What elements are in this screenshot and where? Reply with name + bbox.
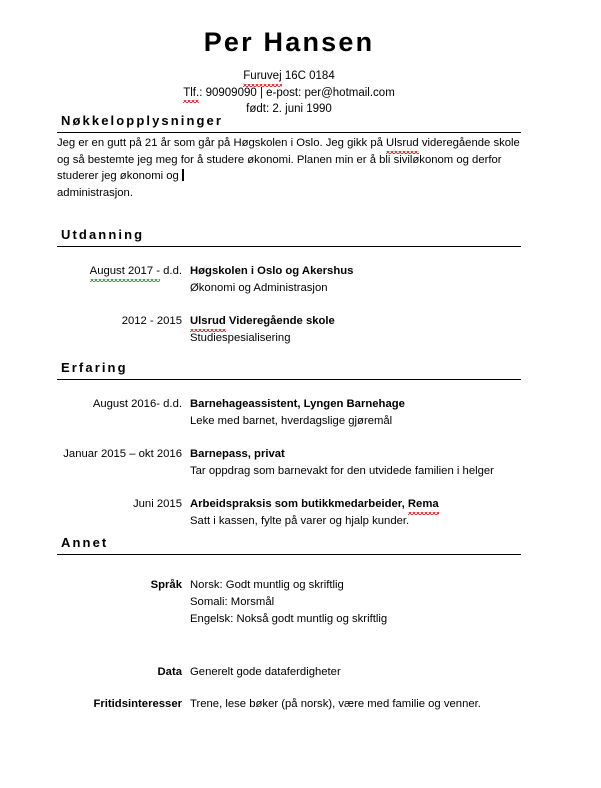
entry-body bbox=[190, 496, 521, 530]
entry-subtitle: Satt i kassen, fylte på varer og hjalp kunder. bbox=[190, 514, 410, 527]
language-line: Somali: Morsmål bbox=[190, 596, 275, 609]
entry-title: Barnepass, privat bbox=[190, 448, 285, 461]
section-heading-utdanning: Utdanning bbox=[61, 227, 145, 242]
entry-title bbox=[190, 313, 521, 330]
intro-text-part3: administrasjon. bbox=[57, 186, 133, 199]
entry-body bbox=[190, 396, 521, 430]
contact-phone-email bbox=[57, 85, 521, 102]
data-skills-line: Generelt gode dataferdigheter bbox=[190, 666, 341, 679]
list-item bbox=[57, 313, 521, 347]
section-nokkelopplysninger bbox=[57, 113, 521, 201]
list-item bbox=[57, 446, 521, 480]
utdanning-entries bbox=[57, 263, 521, 347]
entry-label-data: Data bbox=[157, 666, 182, 679]
section-annet bbox=[57, 535, 521, 713]
list-item bbox=[57, 396, 521, 430]
list-item bbox=[57, 496, 521, 530]
entry-subtitle: Tar oppdrag som barnevakt for den utvidede familien i helger bbox=[190, 465, 494, 478]
entry-body bbox=[190, 313, 521, 347]
contact-phone-rest: : 90909090 | e-post: per@hotmail.com bbox=[199, 86, 395, 99]
spellcheck-ulsrud-utdanning: Ulsrud bbox=[190, 313, 226, 330]
list-item bbox=[57, 664, 521, 681]
section-erfaring bbox=[57, 360, 521, 530]
contact-address bbox=[57, 68, 521, 85]
entry-label-sprak: Språk bbox=[150, 579, 182, 592]
entry-subtitle: Studiespesialisering bbox=[190, 332, 291, 345]
entry-body bbox=[190, 263, 521, 297]
entry-title: Barnehageassistent, Lyngen Barnehage bbox=[190, 398, 405, 411]
section-utdanning bbox=[57, 227, 521, 347]
entry-title-rest: Videregående skole bbox=[225, 315, 335, 328]
entry-title-part1: Arbeidspraksis som butikkmedarbeider, bbox=[190, 498, 408, 510]
entry-subtitle: Økonomi og Administrasjon bbox=[190, 282, 328, 295]
intro-text-part2: videregående skole og så bestemte jeg meg for å studere økonomi. Planen min er å bli siviløkonom og derfor studerer jeg økonomi og bbox=[57, 137, 520, 183]
intro-paragraph[interactable] bbox=[57, 135, 521, 201]
list-item bbox=[57, 696, 521, 713]
entry-subtitle: Leke med barnet, hverdagslige gjøremål bbox=[190, 415, 393, 428]
language-line: Engelsk: Nokså godt muntlig og skriftlig bbox=[190, 613, 388, 626]
entry-date-rest: d.d. bbox=[160, 265, 182, 278]
section-heading-annet: Annet bbox=[61, 535, 109, 550]
section-rule bbox=[57, 554, 521, 555]
contact-address-rest: 16C 0184 bbox=[281, 70, 335, 83]
annet-entries bbox=[57, 577, 521, 713]
text-cursor bbox=[182, 169, 184, 181]
entry-title: Høgskolen i Oslo og Akershus bbox=[190, 265, 354, 278]
spellcheck-rema: Rema bbox=[408, 496, 439, 513]
entry-body bbox=[190, 577, 521, 628]
language-line: Norsk: Godt muntlig og skriftlig bbox=[190, 579, 344, 592]
page-title: Per Hansen bbox=[203, 27, 375, 57]
section-rule bbox=[57, 246, 521, 247]
contact-block bbox=[57, 68, 521, 118]
erfaring-entries bbox=[57, 396, 521, 530]
list-item bbox=[57, 263, 521, 297]
entry-date bbox=[57, 263, 190, 280]
list-item bbox=[57, 577, 521, 628]
entry-date: Januar 2015 – okt 2016 bbox=[63, 448, 182, 461]
spellcheck-phone-label: Tlf. bbox=[183, 85, 199, 102]
contact-birthdate: født: 2. juni 1990 bbox=[246, 103, 332, 116]
section-heading-erfaring: Erfaring bbox=[61, 360, 128, 375]
interests-line: Trene, lese bøker (på norsk), være med familie og venner. bbox=[190, 698, 481, 710]
section-rule bbox=[57, 379, 521, 380]
entry-body bbox=[190, 664, 521, 681]
entry-date: August 2016- d.d. bbox=[92, 398, 182, 411]
document-content bbox=[57, 0, 521, 710]
spellcheck-ulsrud-intro: Ulsrud bbox=[386, 135, 419, 151]
entry-body bbox=[190, 446, 521, 480]
spellcheck-address: Furuvej bbox=[243, 68, 281, 85]
entry-body bbox=[190, 696, 521, 713]
section-rule bbox=[57, 132, 521, 133]
entry-label-fritidsinteresser: Fritidsinteresser bbox=[93, 698, 182, 710]
intro-text-part1: Jeg er en gutt på 21 år som går på Høgskolen i Oslo. Jeg gikk på bbox=[57, 137, 387, 150]
grammarcheck-august-2017: August 2017 - bbox=[90, 263, 160, 280]
entry-date: Juni 2015 bbox=[133, 498, 182, 510]
entry-title bbox=[190, 496, 521, 513]
entry-date: 2012 - 2015 bbox=[121, 315, 182, 328]
section-heading-nokkelopplysninger: Nøkkelopplysninger bbox=[61, 113, 224, 128]
